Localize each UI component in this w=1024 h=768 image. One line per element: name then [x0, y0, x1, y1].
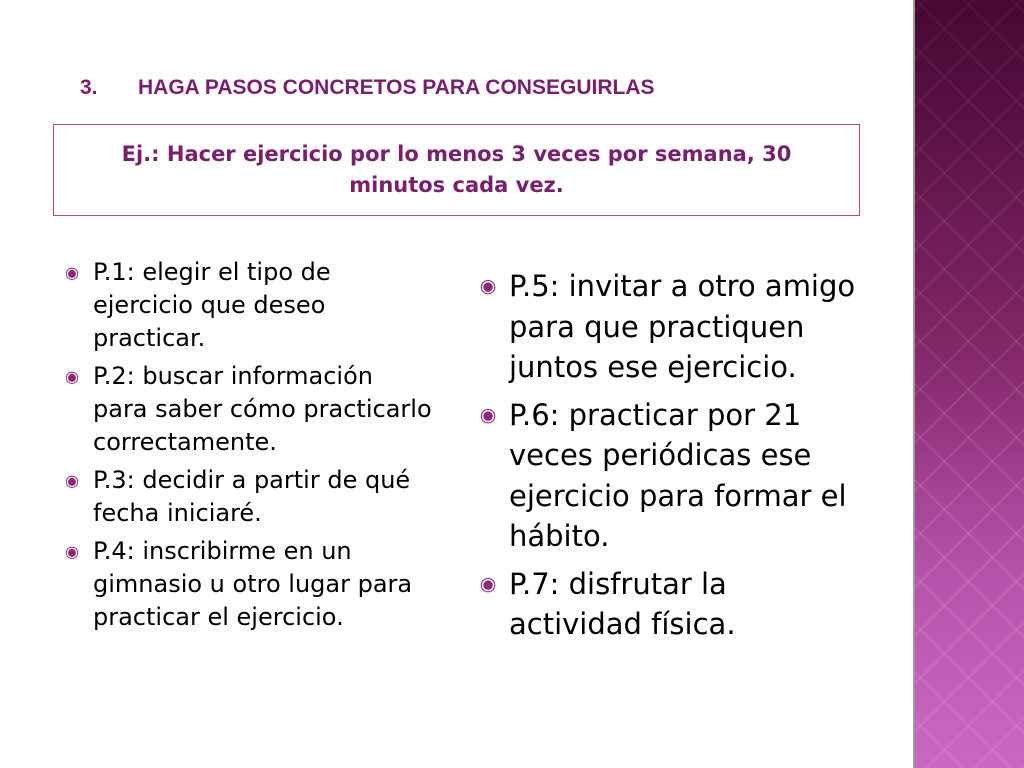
step-text: P.6: practicar por 21 veces periódicas ese ejercicio para formar el hábito.	[509, 397, 847, 553]
step-text: P.7: disfrutar la actividad física.	[509, 566, 736, 641]
side-band-border	[913, 0, 915, 768]
target-bullet-icon: ◉	[65, 542, 79, 561]
steps-list-right	[478, 266, 868, 652]
decorative-side-band	[913, 0, 1024, 768]
section-number: 3.	[80, 76, 98, 99]
target-bullet-icon: ◉	[479, 403, 497, 426]
list-item	[62, 360, 432, 459]
step-text: P.3: decidir a partir de qué fecha iniciaré.	[93, 466, 411, 527]
list-item	[62, 535, 432, 634]
list-item	[62, 256, 432, 355]
list-item	[62, 464, 432, 530]
example-text: Ej.: Hacer ejercicio por lo menos 3 veces por semana, 30 minutos cada vez.	[121, 141, 792, 197]
target-bullet-icon: ◉	[65, 263, 79, 282]
list-item	[478, 395, 868, 557]
target-bullet-icon: ◉	[479, 275, 497, 297]
step-text: P.2: buscar información para saber cómo practicarlo correctamente.	[93, 362, 432, 456]
step-text: P.5: invitar a otro amigo para que practiquen juntos ese ejercicio.	[509, 269, 856, 384]
step-text: P.4: inscribirme en un gimnasio u otro lugar para practicar el ejercicio.	[93, 537, 413, 631]
steps-list-left	[62, 256, 432, 639]
target-bullet-icon: ◉	[65, 471, 79, 490]
target-bullet-icon: ◉	[479, 572, 497, 595]
section-heading-text: HAGA PASOS CONCRETOS PARA CONSEGUIRLAS	[138, 76, 655, 99]
step-text: P.1: elegir el tipo de ejercicio que deseo practicar.	[93, 258, 331, 352]
example-box	[53, 124, 860, 216]
list-item	[478, 266, 868, 388]
target-bullet-icon: ◉	[65, 367, 79, 386]
section-heading	[80, 76, 655, 100]
list-item	[478, 564, 868, 645]
